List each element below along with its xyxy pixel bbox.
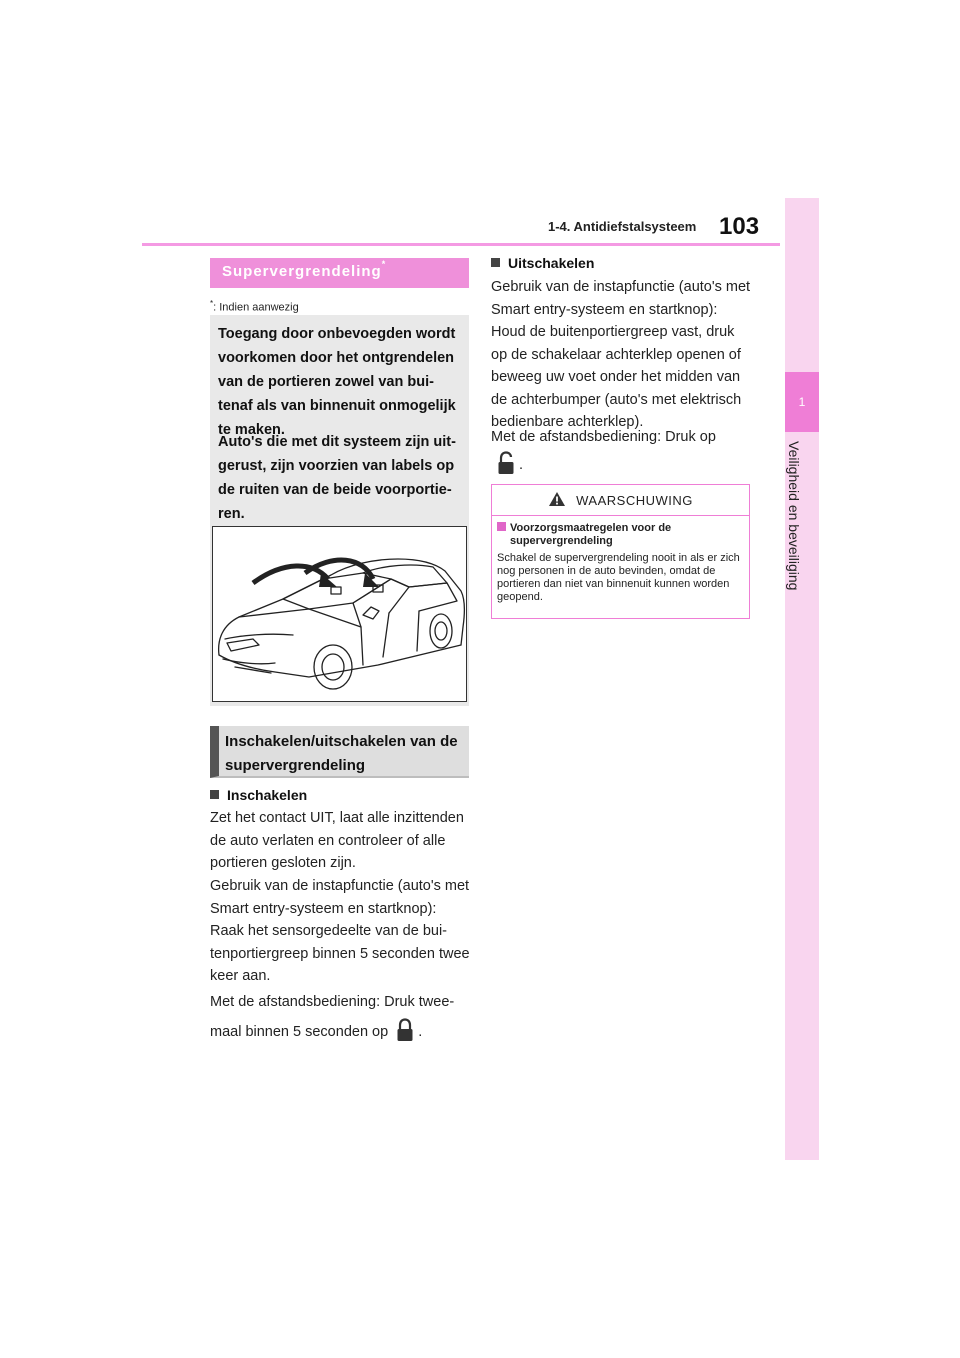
enable-title: Inschakelen: [227, 787, 308, 803]
lock-icon: [396, 1018, 414, 1053]
warning-header: [492, 485, 749, 516]
bullet-square-icon: [491, 258, 500, 267]
disable-heading: [491, 255, 594, 271]
section-title-mark: *: [381, 259, 387, 269]
footnote-mark: *: [210, 299, 214, 308]
car-illustration-drawing: [213, 527, 466, 701]
disable-title: Uitschakelen: [508, 255, 595, 271]
enable-paragraph-1: Zet het contact UIT, laat alle inzittenden de auto verlaten en controleer of alle portieren gesloten zijn.: [210, 810, 464, 871]
warning-text: Schakel de supervergrendeling nooit in als er zich nog personen in de auto bevinden, omdat de portieren dan niet van binnenuit kunnen worden geopend.: [497, 552, 740, 603]
intro-box: [210, 315, 469, 706]
footnote-text: : Indien aanwezig: [213, 301, 299, 314]
sidebar-tab: [785, 198, 819, 1160]
page-number: 103: [719, 213, 760, 240]
disable-paragraph-2: [491, 423, 753, 485]
header-rule: [142, 243, 780, 246]
enable-paragraph-3-end: .: [418, 1024, 423, 1040]
footnote: [210, 299, 299, 314]
enable-paragraph-3: [210, 987, 472, 1053]
chapter-number: 1: [785, 372, 819, 432]
disable-paragraph-2-text: Met de afstandsbediening: Druk op: [491, 429, 716, 445]
section-title-bar: [210, 258, 469, 288]
disable-paragraph-1: Gebruik van de instapfunctie (auto's met Smart entry-systeem en startknop): Houd de buitenportiergreep vast, druk op de schakelaar achterklep openen of beweeg uw voet onder het midden van de achterbumper (auto's met elektrisch bedienbare achterklep).: [491, 279, 751, 430]
warning-subtitle: [497, 522, 747, 548]
bullet-square-icon: [210, 790, 219, 799]
intro-paragraph-2: Auto's die met dit systeem zijn uit-gerust, zijn voorzien van labels op de ruiten van de beide voorportie-ren.: [218, 434, 456, 522]
bullet-square-icon: [497, 522, 506, 531]
warning-subtitle-text: Voorzorgsmaatregelen voor de supervergrendeling: [510, 522, 672, 547]
enable-paragraph-3-text: Met de afstandsbediening: Druk twee-maal binnen 5 seconden op: [210, 994, 455, 1040]
intro-paragraph-1: Toegang door onbevoegden wordt voorkomen door het ontgrendelen van de portieren zowel van bui-tenaf als van binnenuit onmogelijk te maken.: [218, 326, 456, 438]
subsection-title: Inschakelen/uitschakelen van de supervergrendeling: [210, 726, 469, 778]
unlock-icon: [497, 451, 515, 485]
section-title: Supervergrendeling: [222, 263, 382, 280]
warning-triangle-icon: [548, 491, 566, 510]
section-header: 1-4. Antidiefstalsysteem: [548, 219, 697, 234]
enable-heading: [210, 787, 307, 803]
enable-paragraph-2: Gebruik van de instapfunctie (auto's met Smart entry-systeem en startknop): Raak het sensorgedeelte van de bui-tenportiergreep binnen 5 seconden twee keer aan.: [210, 878, 470, 984]
warning-title: WAARSCHUWING: [576, 492, 693, 508]
disable-paragraph-2-end: .: [519, 457, 524, 473]
warning-box: [491, 484, 750, 619]
chapter-title: Veiligheid en beveiliging: [786, 441, 802, 591]
car-illustration: [212, 526, 467, 702]
